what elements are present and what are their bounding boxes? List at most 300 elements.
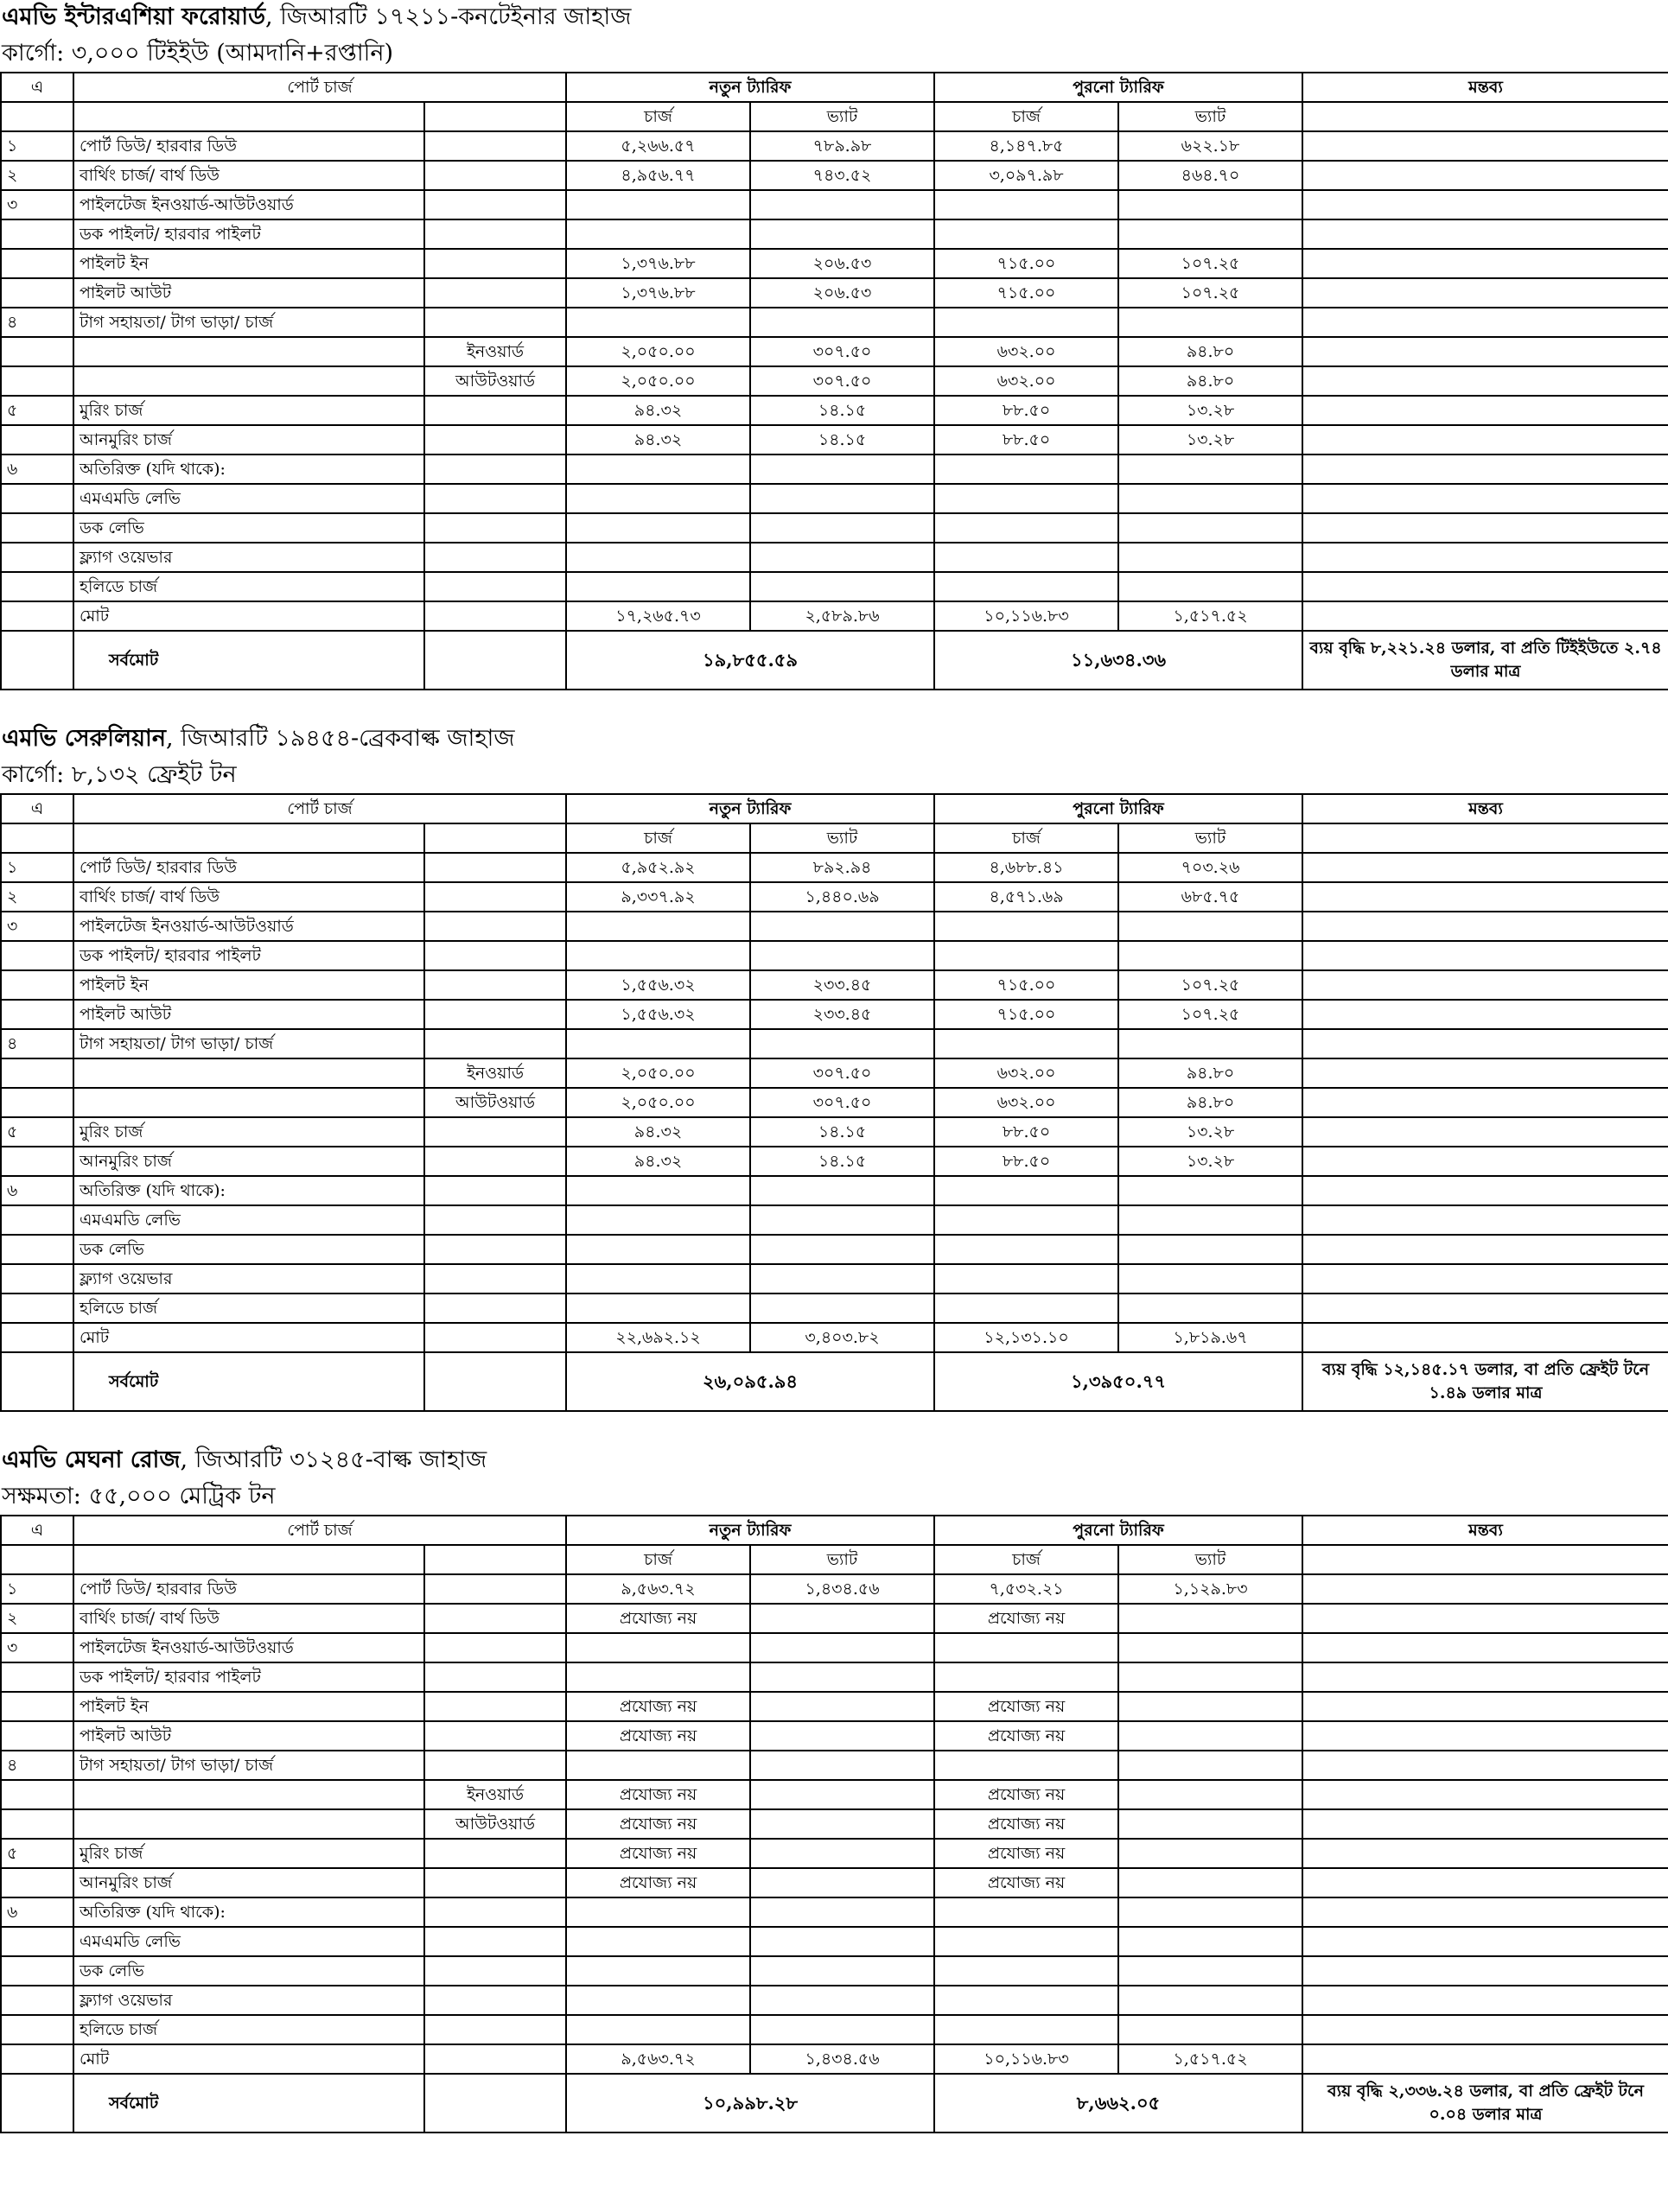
serial-cell: ৫ xyxy=(1,396,73,425)
direction-cell xyxy=(424,249,566,278)
direction-cell xyxy=(424,1323,566,1352)
old-vat-cell xyxy=(1118,484,1302,513)
old-vat-cell: ৯৪.৮০ xyxy=(1118,337,1302,366)
table-row xyxy=(1,513,1668,543)
old-vat-cell: ১০৭.২৫ xyxy=(1118,249,1302,278)
serial-cell: ৫ xyxy=(1,1839,73,1868)
empty-cell xyxy=(424,1545,566,1574)
empty-cell xyxy=(424,823,566,853)
item-label-cell: পোর্ট ডিউ/ হারবার ডিউ xyxy=(73,853,424,882)
old-charge-cell xyxy=(934,1205,1118,1235)
serial-cell: ১ xyxy=(1,131,73,161)
empty-cell xyxy=(1302,823,1668,853)
table-row xyxy=(1,1809,1668,1839)
grand-total-new: ১০,৯৯৮.২৮ xyxy=(566,2074,934,2133)
empty-cell xyxy=(1,1545,73,1574)
old-vat-cell xyxy=(1118,1780,1302,1809)
table-row xyxy=(1,1176,1668,1205)
old-vat-cell xyxy=(1118,1927,1302,1956)
grand-total-row xyxy=(1,1352,1668,1411)
remarks-cell xyxy=(1302,1721,1668,1751)
serial-cell: ২ xyxy=(1,1604,73,1633)
item-label-cell xyxy=(73,1780,424,1809)
serial-cell xyxy=(1,249,73,278)
empty-cell xyxy=(1,631,73,690)
new-charge-cell: প্রযোজ্য নয় xyxy=(566,1692,750,1721)
new-charge-cell: প্রযোজ্য নয় xyxy=(566,1839,750,1868)
serial-cell xyxy=(1,337,73,366)
new-charge-cell xyxy=(566,1662,750,1692)
old-vat-cell xyxy=(1118,912,1302,941)
empty-cell xyxy=(1,102,73,131)
old-vat-cell xyxy=(1118,1604,1302,1633)
new-vat-cell: ৩০৭.৫০ xyxy=(750,366,934,396)
remarks-cell xyxy=(1302,1029,1668,1058)
serial-header: এ xyxy=(1,73,73,102)
table-row xyxy=(1,366,1668,396)
direction-cell xyxy=(424,1176,566,1205)
remarks-cell xyxy=(1302,2044,1668,2074)
serial-cell xyxy=(1,1058,73,1088)
new-charge-cell: ১,৫৫৬.৩২ xyxy=(566,1000,750,1029)
table-row xyxy=(1,941,1668,970)
header-row xyxy=(1,73,1668,102)
empty-cell xyxy=(424,631,566,690)
item-label-cell: ফ্ল্যাগ ওয়েভার xyxy=(73,543,424,572)
old-vat-cell: ১,৮১৯.৬৭ xyxy=(1118,1323,1302,1352)
item-label-cell: ডক পাইলট/ হারবার পাইলট xyxy=(73,219,424,249)
new-vat-cell xyxy=(750,1751,934,1780)
new-charge-cell: ৯৪.৩২ xyxy=(566,1147,750,1176)
new-charge-cell: প্রযোজ্য নয় xyxy=(566,1809,750,1839)
direction-cell xyxy=(424,601,566,631)
item-label-cell: হলিডে চার্জ xyxy=(73,1294,424,1323)
new-charge-header: চার্জ xyxy=(566,102,750,131)
direction-cell xyxy=(424,1721,566,1751)
old-vat-cell: ১৩.২৮ xyxy=(1118,1147,1302,1176)
new-vat-cell: ১,৪৩৪.৫৬ xyxy=(750,2044,934,2074)
new-charge-cell xyxy=(566,543,750,572)
old-vat-cell xyxy=(1118,1662,1302,1692)
remarks-cell xyxy=(1302,970,1668,1000)
grand-total-old: ৮,৬৬২.০৫ xyxy=(934,2074,1302,2133)
remarks-cell xyxy=(1302,1692,1668,1721)
table-row xyxy=(1,1839,1668,1868)
table-row xyxy=(1,161,1668,190)
item-label-cell: পোর্ট ডিউ/ হারবার ডিউ xyxy=(73,1574,424,1604)
table-row xyxy=(1,1662,1668,1692)
new-charge-cell xyxy=(566,1205,750,1235)
direction-cell xyxy=(424,1897,566,1927)
serial-cell xyxy=(1,1956,73,1986)
new-vat-cell xyxy=(750,1956,934,1986)
old-vat-cell: ৪৬৪.৭০ xyxy=(1118,161,1302,190)
new-vat-cell xyxy=(750,1692,934,1721)
item-label-cell: আনমুরিং চার্জ xyxy=(73,1868,424,1897)
table-row xyxy=(1,1868,1668,1897)
header-row xyxy=(1,1516,1668,1545)
old-charge-cell: ৮৮.৫০ xyxy=(934,1147,1118,1176)
new-charge-cell xyxy=(566,1029,750,1058)
serial-cell xyxy=(1,1323,73,1352)
new-vat-cell xyxy=(750,2015,934,2044)
new-vat-cell xyxy=(750,543,934,572)
remarks-cell xyxy=(1302,1117,1668,1147)
item-label-cell: পাইলটেজ ইনওয়ার্ড-আউটওয়ার্ড xyxy=(73,912,424,941)
remarks-cell xyxy=(1302,1604,1668,1633)
table-row xyxy=(1,572,1668,601)
remarks-cell xyxy=(1302,131,1668,161)
direction-cell xyxy=(424,1029,566,1058)
new-vat-cell xyxy=(750,190,934,219)
table-row xyxy=(1,1235,1668,1264)
direction-cell xyxy=(424,1000,566,1029)
new-vat-cell xyxy=(750,1868,934,1897)
table-row xyxy=(1,131,1668,161)
vessel-name: এমভি ইন্টারএশিয়া ফরোয়ার্ড xyxy=(2,3,265,30)
cargo-line: কার্গো: ৮,১৩২ ফ্রেইট টন xyxy=(2,761,237,788)
vessel-info: , জিআরটি ৩১২৪৫-বাল্ক জাহাজ xyxy=(180,1446,487,1473)
remarks-cell xyxy=(1302,513,1668,543)
new-charge-cell: প্রযোজ্য নয় xyxy=(566,1868,750,1897)
old-charge-cell: ৬৩২.০০ xyxy=(934,1088,1118,1117)
serial-cell xyxy=(1,1264,73,1294)
item-label-cell: হলিডে চার্জ xyxy=(73,572,424,601)
old-charge-cell xyxy=(934,1662,1118,1692)
direction-cell xyxy=(424,543,566,572)
remarks-cell xyxy=(1302,1897,1668,1927)
old-vat-cell xyxy=(1118,1176,1302,1205)
direction-cell xyxy=(424,513,566,543)
remarks-cell xyxy=(1302,1205,1668,1235)
cargo-line: সক্ষমতা: ৫৫,০০০ মেট্রিক টন xyxy=(2,1483,276,1510)
empty-cell xyxy=(1,823,73,853)
table-row xyxy=(1,1264,1668,1294)
new-vat-cell: ৩০৭.৫০ xyxy=(750,1058,934,1088)
new-charge-cell: ৯,৫৬৩.৭২ xyxy=(566,1574,750,1604)
serial-cell xyxy=(1,1692,73,1721)
item-label-cell xyxy=(73,366,424,396)
new-charge-cell xyxy=(566,2015,750,2044)
grand-total-row xyxy=(1,2074,1668,2133)
new-charge-cell xyxy=(566,572,750,601)
table-row xyxy=(1,882,1668,912)
old-charge-cell xyxy=(934,1927,1118,1956)
tariff-table xyxy=(0,1515,1668,2133)
serial-cell xyxy=(1,1205,73,1235)
new-charge-cell: ৯৪.৩২ xyxy=(566,425,750,454)
old-charge-cell xyxy=(934,1235,1118,1264)
table-row xyxy=(1,219,1668,249)
old-tariff-header: পুরনো ট্যারিফ xyxy=(934,1516,1302,1545)
serial-cell xyxy=(1,601,73,631)
new-vat-cell xyxy=(750,1721,934,1751)
empty-cell xyxy=(1302,1545,1668,1574)
serial-header: এ xyxy=(1,794,73,823)
old-charge-cell xyxy=(934,543,1118,572)
new-charge-cell xyxy=(566,1986,750,2015)
tariff-table xyxy=(0,72,1668,690)
item-label-cell: পাইলটেজ ইনওয়ার্ড-আউটওয়ার্ড xyxy=(73,190,424,219)
remarks-cell xyxy=(1302,941,1668,970)
new-vat-cell xyxy=(750,912,934,941)
remarks-cell xyxy=(1302,337,1668,366)
direction-cell: আউটওয়ার্ড xyxy=(424,1088,566,1117)
empty-cell xyxy=(73,823,424,853)
serial-cell: ১ xyxy=(1,1574,73,1604)
new-charge-cell: ১৭,২৬৫.৭৩ xyxy=(566,601,750,631)
serial-cell xyxy=(1,278,73,308)
serial-cell: ৬ xyxy=(1,1897,73,1927)
remarks-cell xyxy=(1302,882,1668,912)
old-charge-cell xyxy=(934,1956,1118,1986)
new-vat-cell: ১৪.১৫ xyxy=(750,1147,934,1176)
old-vat-cell xyxy=(1118,1986,1302,2015)
old-vat-cell: ৯৪.৮০ xyxy=(1118,366,1302,396)
remarks-cell xyxy=(1302,1868,1668,1897)
old-vat-cell xyxy=(1118,1633,1302,1662)
empty-cell xyxy=(424,2074,566,2133)
old-vat-cell xyxy=(1118,1956,1302,1986)
vessel-section xyxy=(0,1443,1668,2133)
table-row xyxy=(1,1633,1668,1662)
item-label-cell: ডক পাইলট/ হারবার পাইলট xyxy=(73,1662,424,1692)
new-vat-cell xyxy=(750,1205,934,1235)
remarks-cell xyxy=(1302,572,1668,601)
new-vat-cell xyxy=(750,1897,934,1927)
old-charge-header: চার্জ xyxy=(934,823,1118,853)
new-charge-cell: ২২,৬৯২.১২ xyxy=(566,1323,750,1352)
direction-cell: ইনওয়ার্ড xyxy=(424,337,566,366)
new-vat-cell: ২,৫৮৯.৮৬ xyxy=(750,601,934,631)
table-row xyxy=(1,337,1668,366)
remarks-cell xyxy=(1302,425,1668,454)
table-row xyxy=(1,1294,1668,1323)
remarks-cell xyxy=(1302,249,1668,278)
old-vat-header: ভ্যাট xyxy=(1118,823,1302,853)
remarks-cell xyxy=(1302,278,1668,308)
table-row xyxy=(1,308,1668,337)
old-vat-cell: ৬৮৫.৭৫ xyxy=(1118,882,1302,912)
table-row xyxy=(1,190,1668,219)
table-row xyxy=(1,1751,1668,1780)
remarks-cell xyxy=(1302,1176,1668,1205)
old-charge-cell: ৬৩২.০০ xyxy=(934,1058,1118,1088)
new-vat-cell: ১৪.১৫ xyxy=(750,425,934,454)
old-vat-cell: ৭০৩.২৬ xyxy=(1118,853,1302,882)
old-vat-cell xyxy=(1118,543,1302,572)
new-vat-cell: ২৩৩.৪৫ xyxy=(750,1000,934,1029)
direction-cell xyxy=(424,1574,566,1604)
table-row xyxy=(1,425,1668,454)
remarks-cell xyxy=(1302,1780,1668,1809)
direction-cell xyxy=(424,2044,566,2074)
item-label-cell: ডক লেভি xyxy=(73,513,424,543)
new-charge-cell xyxy=(566,219,750,249)
new-charge-cell xyxy=(566,1235,750,1264)
item-label-cell: ডক পাইলট/ হারবার পাইলট xyxy=(73,941,424,970)
remarks-header: মন্তব্য xyxy=(1302,73,1668,102)
grand-total-label: সর্বমোট xyxy=(73,631,424,690)
old-vat-cell xyxy=(1118,572,1302,601)
item-label-cell: মুরিং চার্জ xyxy=(73,1839,424,1868)
old-vat-cell xyxy=(1118,1809,1302,1839)
table-row xyxy=(1,1927,1668,1956)
new-vat-cell xyxy=(750,1604,934,1633)
vessel-heading xyxy=(0,1443,1668,1478)
new-charge-cell xyxy=(566,1633,750,1662)
table-row xyxy=(1,1986,1668,2015)
remarks-cell xyxy=(1302,1839,1668,1868)
old-charge-cell xyxy=(934,513,1118,543)
item-label-cell xyxy=(73,337,424,366)
table-row xyxy=(1,970,1668,1000)
new-charge-cell xyxy=(566,1897,750,1927)
new-charge-cell xyxy=(566,1294,750,1323)
direction-cell xyxy=(424,2015,566,2044)
new-tariff-header: নতুন ট্যারিফ xyxy=(566,1516,934,1545)
old-charge-cell: ১০,১১৬.৮৩ xyxy=(934,601,1118,631)
table-row xyxy=(1,1897,1668,1927)
new-vat-cell: ৭৮৯.৯৮ xyxy=(750,131,934,161)
old-charge-cell: প্রযোজ্য নয় xyxy=(934,1809,1118,1839)
vessel-info: , জিআরটি ১৭২১১-কনটেইনার জাহাজ xyxy=(265,3,632,30)
port-charge-header: পোর্ট চার্জ xyxy=(73,794,566,823)
new-charge-cell xyxy=(566,1956,750,1986)
old-vat-cell xyxy=(1118,1029,1302,1058)
direction-cell xyxy=(424,425,566,454)
new-charge-cell: ১,৩৭৬.৮৮ xyxy=(566,249,750,278)
direction-cell xyxy=(424,1868,566,1897)
direction-cell xyxy=(424,853,566,882)
old-charge-cell: ৪,১৪৭.৮৫ xyxy=(934,131,1118,161)
new-charge-cell: ৫,৯৫২.৯২ xyxy=(566,853,750,882)
old-vat-cell xyxy=(1118,219,1302,249)
serial-cell: ৪ xyxy=(1,1029,73,1058)
old-charge-cell xyxy=(934,484,1118,513)
direction-cell xyxy=(424,1264,566,1294)
table-row xyxy=(1,249,1668,278)
old-vat-cell xyxy=(1118,1264,1302,1294)
vessel-name: এমভি মেঘনা রোজ xyxy=(2,1446,181,1473)
serial-cell xyxy=(1,366,73,396)
new-vat-cell: ২০৬.৫৩ xyxy=(750,278,934,308)
serial-cell xyxy=(1,1927,73,1956)
old-vat-cell xyxy=(1118,1205,1302,1235)
item-label-cell: অতিরিক্ত (যদি থাকে): xyxy=(73,1897,424,1927)
new-charge-cell: ২,০৫০.০০ xyxy=(566,1058,750,1088)
direction-cell: আউটওয়ার্ড xyxy=(424,366,566,396)
direction-cell xyxy=(424,1839,566,1868)
new-vat-cell: ১,৪৪০.৬৯ xyxy=(750,882,934,912)
remarks-cell xyxy=(1302,161,1668,190)
old-vat-cell xyxy=(1118,1897,1302,1927)
new-charge-cell: ৯৪.৩২ xyxy=(566,1117,750,1147)
old-charge-cell xyxy=(934,941,1118,970)
remarks-cell xyxy=(1302,543,1668,572)
grand-total-old: ১১,৬৩৪.৩৬ xyxy=(934,631,1302,690)
header-row xyxy=(1,794,1668,823)
new-charge-cell xyxy=(566,1264,750,1294)
new-vat-cell: ১৪.১৫ xyxy=(750,396,934,425)
old-vat-header: ভ্যাট xyxy=(1118,1545,1302,1574)
new-vat-cell: ২৩৩.৪৫ xyxy=(750,970,934,1000)
serial-cell xyxy=(1,2044,73,2074)
serial-cell: ৩ xyxy=(1,190,73,219)
serial-cell xyxy=(1,1088,73,1117)
remarks-cell xyxy=(1302,1294,1668,1323)
serial-cell: ৫ xyxy=(1,1117,73,1147)
direction-cell xyxy=(424,396,566,425)
old-vat-cell xyxy=(1118,941,1302,970)
new-charge-cell: ৫,২৬৬.৫৭ xyxy=(566,131,750,161)
item-label-cell: টাগ সহায়তা/ টাগ ভাড়া/ চার্জ xyxy=(73,308,424,337)
subheader-row xyxy=(1,102,1668,131)
item-label-cell: পাইলট আউট xyxy=(73,278,424,308)
item-label-cell: বার্থিং চার্জ/ বার্থ ডিউ xyxy=(73,1604,424,1633)
remarks-cell xyxy=(1302,853,1668,882)
remarks-cell xyxy=(1302,1751,1668,1780)
new-charge-cell: ১,৩৭৬.৮৮ xyxy=(566,278,750,308)
table-row xyxy=(1,1117,1668,1147)
item-label-cell: অতিরিক্ত (যদি থাকে): xyxy=(73,454,424,484)
old-charge-cell: প্রযোজ্য নয় xyxy=(934,1780,1118,1809)
old-charge-cell xyxy=(934,1294,1118,1323)
serial-cell: ৩ xyxy=(1,1633,73,1662)
new-charge-cell xyxy=(566,308,750,337)
new-vat-cell xyxy=(750,1780,934,1809)
item-label-cell: এমএমডি লেভি xyxy=(73,1205,424,1235)
new-vat-cell xyxy=(750,1264,934,1294)
serial-cell: ৪ xyxy=(1,1751,73,1780)
serial-cell xyxy=(1,970,73,1000)
new-charge-cell: ২,০৫০.০০ xyxy=(566,1088,750,1117)
old-vat-cell: ১,১২৯.৮৩ xyxy=(1118,1574,1302,1604)
item-label-cell: পোর্ট ডিউ/ হারবার ডিউ xyxy=(73,131,424,161)
empty-cell xyxy=(73,1545,424,1574)
new-charge-cell: প্রযোজ্য নয় xyxy=(566,1604,750,1633)
remarks-cell xyxy=(1302,1147,1668,1176)
direction-cell xyxy=(424,219,566,249)
empty-cell xyxy=(424,1352,566,1411)
remarks-cell xyxy=(1302,366,1668,396)
old-charge-cell xyxy=(934,219,1118,249)
item-label-cell: ডক লেভি xyxy=(73,1956,424,1986)
old-charge-cell: ৬৩২.০০ xyxy=(934,337,1118,366)
direction-cell: আউটওয়ার্ড xyxy=(424,1809,566,1839)
item-label-cell: বার্থিং চার্জ/ বার্থ ডিউ xyxy=(73,882,424,912)
table-row xyxy=(1,2015,1668,2044)
new-tariff-header: নতুন ট্যারিফ xyxy=(566,794,934,823)
table-row xyxy=(1,543,1668,572)
table-row xyxy=(1,1147,1668,1176)
item-label-cell: মুরিং চার্জ xyxy=(73,1117,424,1147)
table-row xyxy=(1,912,1668,941)
item-label-cell: পাইলট আউট xyxy=(73,1000,424,1029)
serial-cell xyxy=(1,1986,73,2015)
old-charge-cell: ১০,১১৬.৮৩ xyxy=(934,2044,1118,2074)
direction-cell xyxy=(424,1633,566,1662)
new-charge-cell: ৯,৫৬৩.৭২ xyxy=(566,2044,750,2074)
old-charge-cell: প্রযোজ্য নয় xyxy=(934,1839,1118,1868)
serial-cell xyxy=(1,1235,73,1264)
new-vat-cell: ১৪.১৫ xyxy=(750,1117,934,1147)
new-vat-cell: ২০৬.৫৩ xyxy=(750,249,934,278)
old-vat-cell xyxy=(1118,1721,1302,1751)
grand-total-old: ১,৩৯৫০.৭৭ xyxy=(934,1352,1302,1411)
serial-cell xyxy=(1,1294,73,1323)
direction-cell xyxy=(424,1927,566,1956)
